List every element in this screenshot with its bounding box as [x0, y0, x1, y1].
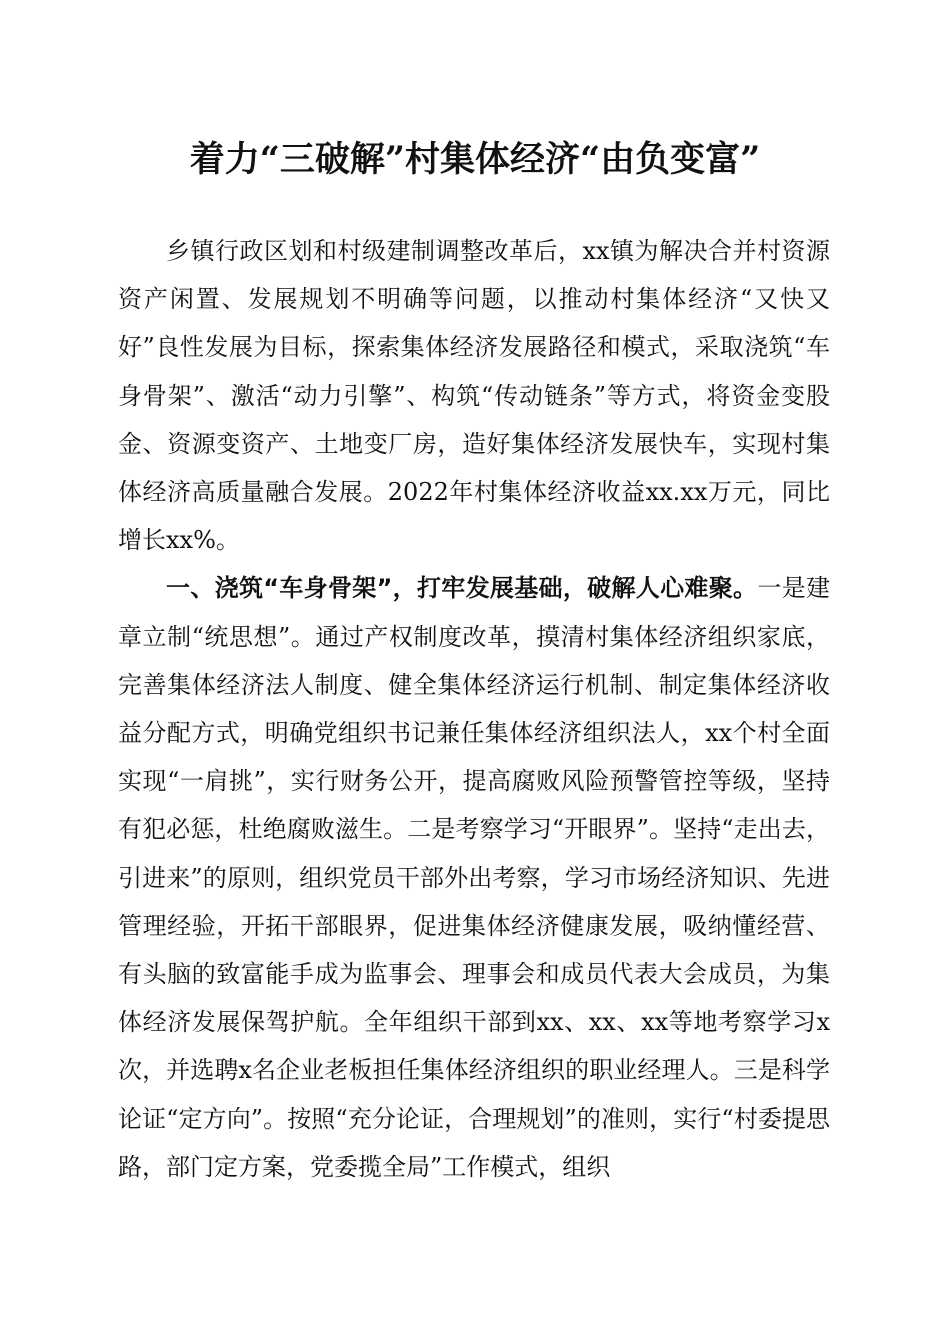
section-one-paragraph	[118, 564, 830, 1191]
document-body	[118, 227, 830, 1191]
intro-paragraph	[118, 227, 830, 564]
intro-paragraph-text: 乡镇行政区划和村级建制调整改革后，xx镇为解决合并村资源资产闲置、发展规划不明确等问题，以推动村集体经济“又快又好”良性发展为目标，探索集体经济发展路径和模式，采取浇筑“车身骨架”、激活“动力引擎”、构筑“传动链条”等方式，将资金变股金、资源变资产、土地变厂房，造好集体经济发展快车，实现村集体经济高质量融合发展。2022年村集体经济收益xx.xx万元，同比增长xx%。	[118, 237, 830, 555]
section-one-heading: 一、浇筑“车身骨架”，打牢发展基础，破解人心难聚。	[166, 574, 758, 603]
section-one-text: 一是建章立制“统思想”。通过产权制度改革，摸清村集体经济组织家底，完善集体经济法人制度、健全集体经济运行机制、制定集体经济收益分配方式，明确党组织书记兼任集体经济组织法人，xx个村全面实现“一肩挑”，实行财务公开，提高腐败风险预警管控等级，坚持有犯必惩，杜绝腐败滋生。二是考察学习“开眼界”。坚持“走出去，引进来”的原则，组织党员干部外出考察，学习市场经济知识、先进管理经验，开拓干部眼界，促进集体经济健康发展，吸纳懂经营、有头脑的致富能手成为监事会、理事会和成员代表大会成员，为集体经济发展保驾护航。全年组织干部到xx、xx、xx等地考察学习x次，并选聘x名企业老板担任集体经济组织的职业经理人。三是科学论证“定方向”。按照“充分论证，合理规划”的准则，实行“村委提思路，部门定方案，党委揽全局”工作模式，组织	[118, 574, 831, 1181]
document-title: 着力“三破解”村集体经济“由负变富”	[189, 139, 761, 180]
